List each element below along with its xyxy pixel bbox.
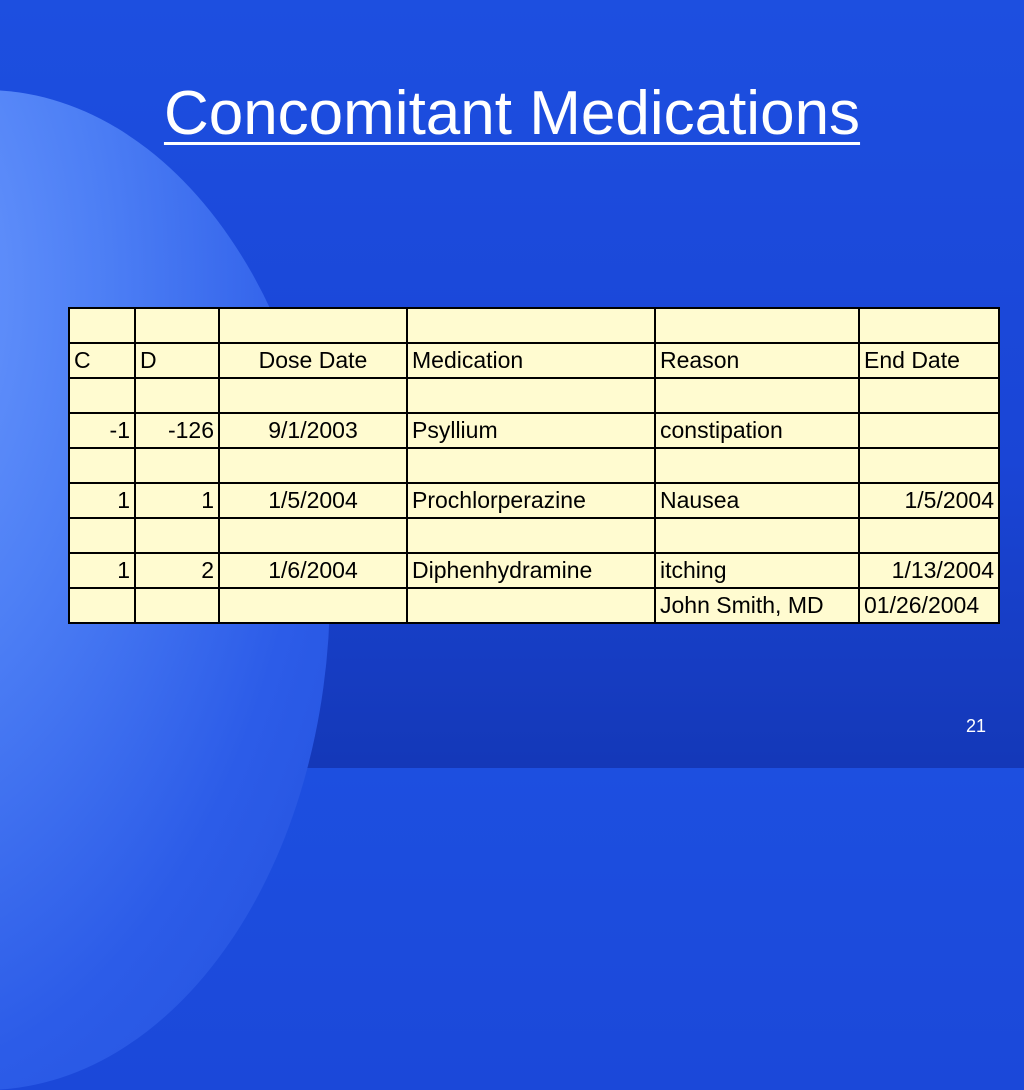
cell-dose-date: 9/1/2003 bbox=[219, 413, 407, 448]
table-row-blank bbox=[69, 518, 999, 553]
medications-table-container bbox=[68, 307, 1000, 624]
cell-dose-date: 1/5/2004 bbox=[219, 483, 407, 518]
header-cell-medication: Medication bbox=[407, 343, 655, 378]
header-cell-dose-date: Dose Date bbox=[219, 343, 407, 378]
cell-end-date: 1/5/2004 bbox=[859, 483, 999, 518]
cell-dose-date: 1/6/2004 bbox=[219, 553, 407, 588]
medications-table bbox=[68, 307, 1000, 624]
cell-end-date bbox=[859, 413, 999, 448]
cell-c: 1 bbox=[69, 483, 135, 518]
table-row-blank bbox=[69, 308, 999, 343]
header-cell-c: C bbox=[69, 343, 135, 378]
header-cell-end-date: End Date bbox=[859, 343, 999, 378]
cell-c: -1 bbox=[69, 413, 135, 448]
slide-number: 21 bbox=[965, 716, 986, 736]
header-cell-reason: Reason bbox=[655, 343, 859, 378]
table-row bbox=[69, 553, 999, 588]
table-header-row bbox=[69, 343, 999, 378]
cell-d: 2 bbox=[135, 553, 219, 588]
table-row-blank bbox=[69, 378, 999, 413]
cell-d: -126 bbox=[135, 413, 219, 448]
table-row-blank bbox=[69, 448, 999, 483]
cell-c: 1 bbox=[69, 553, 135, 588]
signature-date: 01/26/2004 bbox=[859, 588, 999, 623]
cell-end-date: 1/13/2004 bbox=[859, 553, 999, 588]
signature-name: John Smith, MD bbox=[655, 588, 859, 623]
slide-title: Concomitant Medications bbox=[163, 79, 861, 148]
table-row bbox=[69, 483, 999, 518]
cell-d: 1 bbox=[135, 483, 219, 518]
cell-reason: Nausea bbox=[655, 483, 859, 518]
cell-reason: constipation bbox=[655, 413, 859, 448]
cell-medication: Prochlorperazine bbox=[407, 483, 655, 518]
signature-row bbox=[69, 588, 999, 623]
cell-medication: Psyllium bbox=[407, 413, 655, 448]
table-row bbox=[69, 413, 999, 448]
cell-medication: Diphenhydramine bbox=[407, 553, 655, 588]
header-cell-d: D bbox=[135, 343, 219, 378]
cell-reason: itching bbox=[655, 553, 859, 588]
